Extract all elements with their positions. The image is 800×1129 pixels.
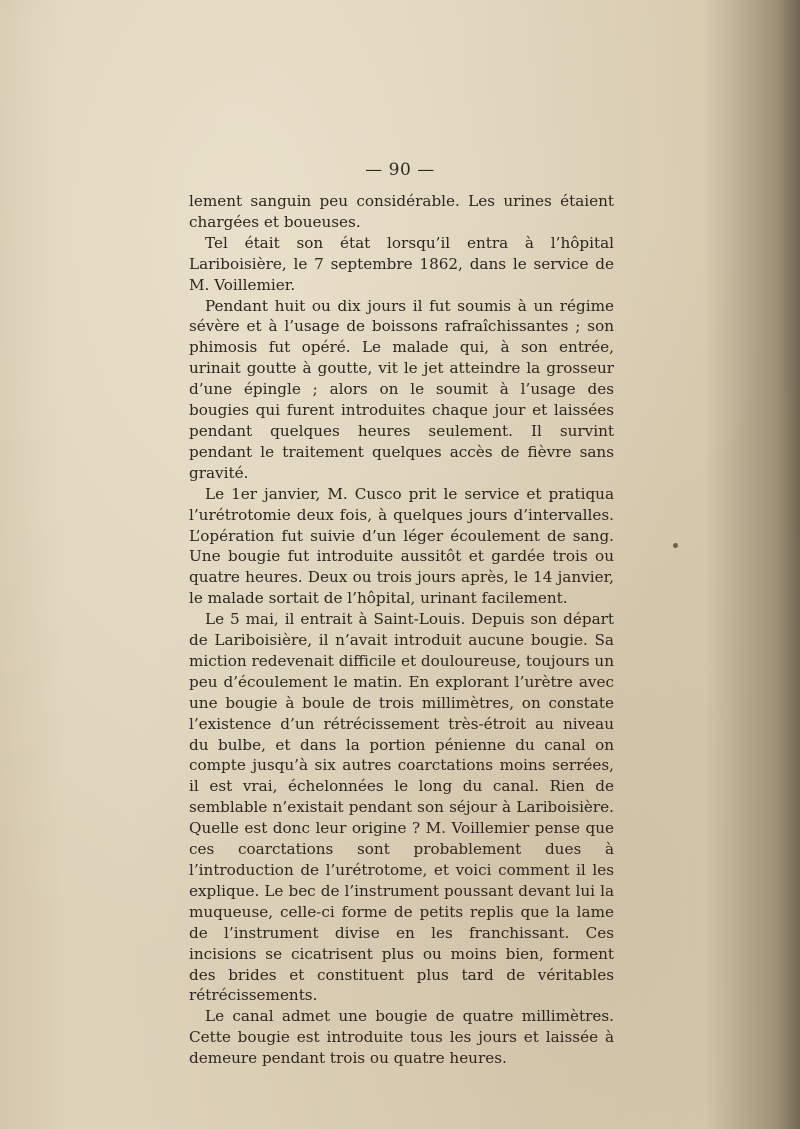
paragraph-4: Le 1er janvier, M. Cusco prit le service et pratiqua l’urétrotomie deux fois, à quelques jours d’intervalles. L’opération fut suivie d’un léger écoulement de sang. Une bougie fut introduite aussitôt et gardée trois ou quatre heures. Deux ou trois jours après, le 14 janvier, le malade sortait de l’hôpital, urinant facilement. (189, 484, 614, 608)
paragraph-2: Tel était son état lorsqu’il entra à l’hôpital Lariboisière, le 7 septembre 1862, dans le service de M. Voillemier. (189, 233, 614, 294)
page-number: — 90 — (365, 160, 435, 180)
paragraph-6: Le canal admet une bougie de quatre millimètres. Cette bougie est introduite tous les jours et laissée à demeure pendant trois ou quatre heures. (189, 1007, 614, 1068)
body-text (189, 191, 614, 1069)
paragraph-5: Le 5 mai, il entrait à Saint-Louis. Depuis son départ de Lariboisière, il n’avait introduit aucune bougie. Sa miction redevenait difficile et douloureuse, toujours un peu d’écoulement le matin. En explorant l’urètre avec une bougie à boule de trois millimètres, on constate l’existence d’un rétrécissement très-étroit au niveau du bulbe, et dans la portion pénienne du canal on compte jusqu’à six autres coarctations moins serrées, il est vrai, échelonnées le long du canal. Rien de semblable n’existait pendant son séjour à Lariboisière. Quelle est donc leur origine ? M. Voillemier pense que ces coarctations sont probablement dues à l’introduction de l’urétrotome, et voici comment il les explique. Le bec de l’instrument poussant devant lui la muqueuse, celle-ci forme de petits replis que la lame de l’instrument divise en les franchissant. Ces incisions se cicatrisent plus ou moins bien, forment des brides et constituent plus tard de véritables rétrécissements. (189, 610, 614, 1005)
paragraph-3: Pendant huit ou dix jours il fut soumis à un régime sévère et à l’usage de boissons rafraîchissantes ; son phimosis fut opéré. Le malade qui, à son entrée, urinait goutte à goutte, vit le jet atteindre la grosseur d’une épingle ; alors on le soumit à l’usage des bougies qui furent introduites chaque jour et laissées pendant quelques heures seulement. Il survint pendant le traitement quelques accès de fièvre sans gravité. (189, 296, 614, 482)
paragraph-1: lement sanguin peu considérable. Les urines étaient chargées et boueuses. (189, 192, 614, 231)
paper-fleck (673, 543, 678, 548)
